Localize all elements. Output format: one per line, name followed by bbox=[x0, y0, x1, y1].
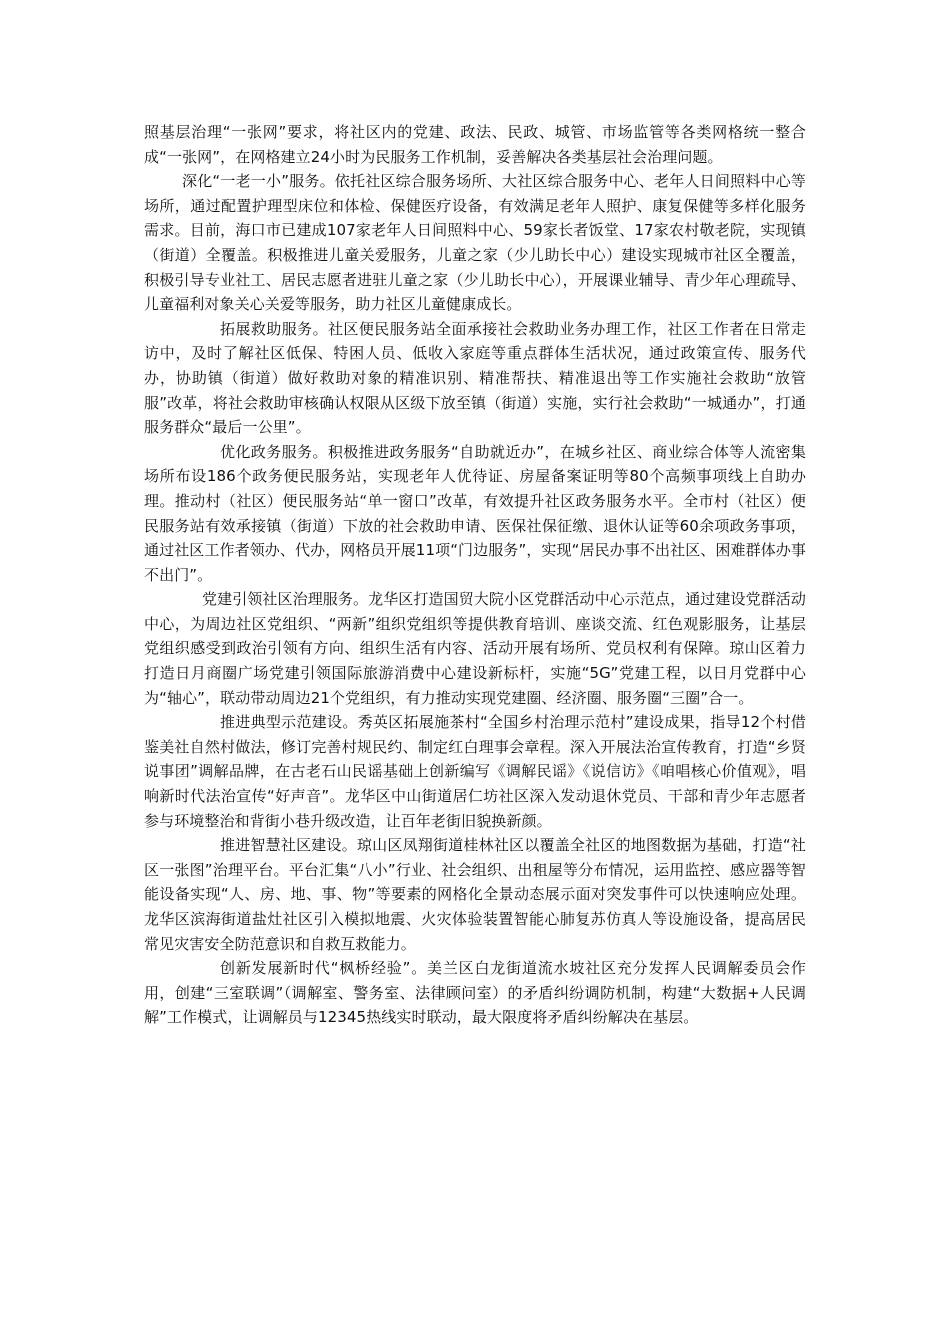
paragraph-model-demonstration: 推进典型示范建设。秀英区拓展施茶村“全国乡村治理示范村”建设成果，指导12个村借鉴美社自然村做法，修订完善村规民约、制定红白理事会章程。深入开展法治宣传教育，打造“乡贤说事团”调解品牌，在古老石山民谣基础上创新编写《调解民谣》《说信访》《咱唱核心价值观》，唱响新时代法治宣传“好声音”。龙华区中山街道居仁坊社区深入发动退休党员、干部和青少年志愿者参与环境整治和背街小巷升级改造，让百年老街旧貌换新颜。 bbox=[144, 713, 806, 830]
paragraph-assistance-services: 拓展救助服务。社区便民服务站全面承接社会救助业务办理工作，社区工作者在日常走访中，及时了解社区低保、特困人员、低收入家庭等重点群体生活状况，通过政策宣传、服务代办，协助镇（街道）做好救助对象的精准识别、精准帮扶、精准退出等工作实施社会救助“放管服”改革，将社会救助审核确认权限从区级下放至镇（街道）实施，实行社会救助“一城通办”，打通服务群众“最后一公里”。 bbox=[144, 319, 806, 437]
paragraph-fengqiao-experience: 创新发展新时代“枫桥经验”。美兰区白龙街道流水坡社区充分发挥人民调解委员会作用，创建“三室联调”（调解室、警务室、法律顾问室）的矛盾纠纷调防机制，构建“大数据+人民调解”工作模式，让调解员与12345热线实时联动，最大限度将矛盾纠纷解决在基层。 bbox=[144, 959, 806, 1027]
document-body bbox=[144, 120, 806, 1030]
paragraph-smart-community: 推进智慧社区建设。琼山区凤翔街道桂林社区以覆盖全社区的地图数据为基础，打造“社区一张图”治理平台。平台汇集“八小”行业、社会组织、出租屋等分布情况，运用监控、感应器等智能设备实现“人、房、地、事、物”等要素的网格化全景动态展示面对突发事件可以快速响应处理。龙华区滨海街道盐灶社区引入模拟地震、火灾体验装置智能心肺复苏仿真人等设施设备，提高居民常见灾害安全防范意识和自救互救能力。 bbox=[144, 836, 806, 953]
paragraph-party-building: 党建引领社区治理服务。龙华区打造国贸大院小区党群活动中心示范点，通过建设党群活动中心，为周边社区党组织、“两新”组织党组织等提供教育培训、座谈交流、红色观影服务，让基层党组织感受到政治引领有方向、组织生活有内容、活动开展有场所、党员权利有保障。琼山区着力打造日月商圈广场党建引领国际旅游消费中心建设新标杆，实施“5G”党建工程，以日月党群中心为“轴心”，联动带动周边21个党组织，有力推动实现党建圈、经济圈、服务圈“三圈”合一。 bbox=[144, 590, 807, 707]
paragraph-grid-governance: 照基层治理“一张网”要求，将社区内的党建、政法、民政、城管、市场监管等各类网格统一整合成“一张网”，在网格建立24小时为民服务工作机制，妥善解决各类基层社会治理问题。 bbox=[144, 123, 806, 166]
paragraph-government-services: 优化政务服务。积极推进政务服务“自助就近办”，在城乡社区、商业综合体等人流密集场所布设186个政务便民服务站，实现老年人优待证、房屋备案证明等80个高频事项线上自助办理。推动村（社区）便民服务站“单一窗口”改革，有效提升社区政务服务水平。全市村（社区）便民服务站有效承接镇（街道）下放的社会救助申请、医保社保征缴、退休认证等60余项政务事项，通过社区工作者领办、代办，网格员开展11项“门边服务”，实现“居民办事不出社区、困难群体办事不出门”。 bbox=[144, 442, 807, 584]
paragraph-elderly-children-services: 深化“一老一小”服务。依托社区综合服务场所、大社区综合服务中心、老年人日间照料中心等场所，通过配置护理型床位和体检、保健医疗设备，有效满足老年人照护、康复保健等多样化服务需求。目前，海口市已建成107家老年人日间照料中心、59家长者饭堂、17家农村敬老院，实现镇（街道）全覆盖。积极推进儿童关爱服务，儿童之家（少儿助长中心）建设实现城市社区全覆盖，积极引导专业社工、居民志愿者进驻儿童之家（少儿助长中心），开展课业辅导、青少年心理疏导、儿童福利对象关心关爱等服务，助力社区儿童健康成长。 bbox=[144, 172, 806, 314]
